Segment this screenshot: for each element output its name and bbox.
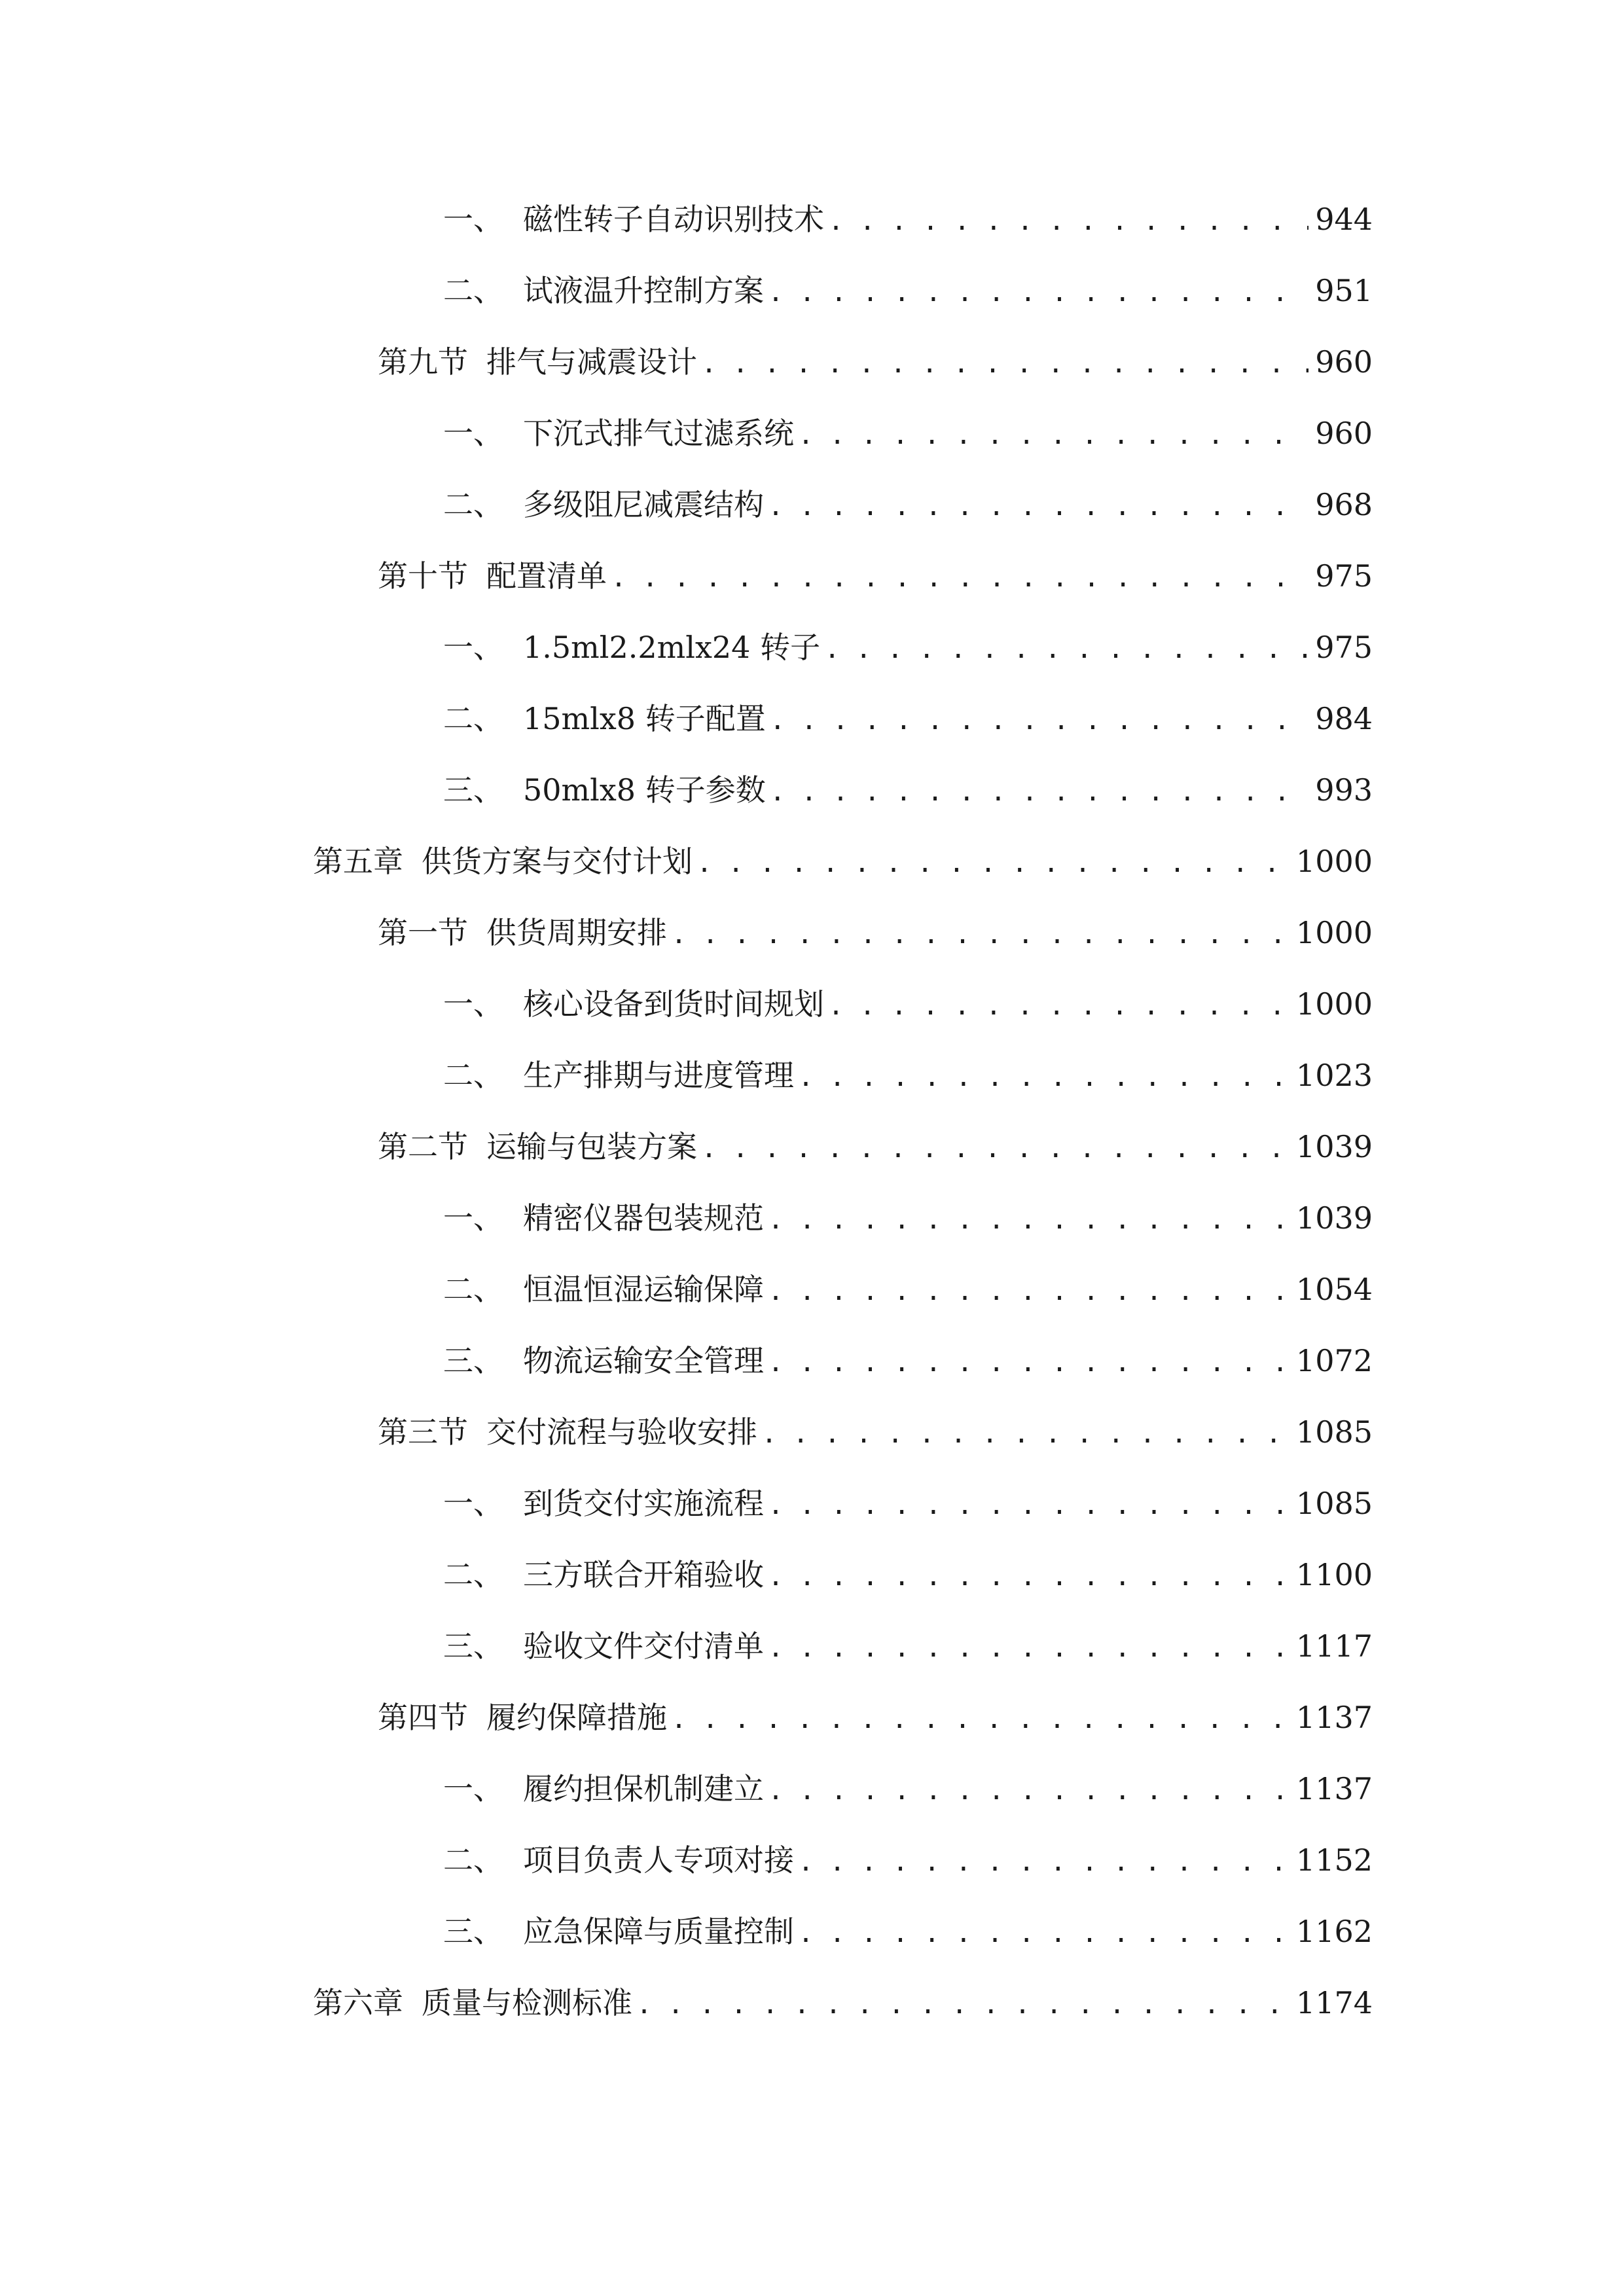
dot-leader xyxy=(798,1833,1290,1892)
toc-entry[interactable] xyxy=(443,475,1373,534)
toc-entry[interactable] xyxy=(443,190,1373,249)
toc-entry-prefix: 第六章 xyxy=(313,1985,403,2020)
toc-entry-page: 993 xyxy=(1315,772,1373,808)
dot-leader xyxy=(798,1048,1290,1107)
toc-entry-title: 验收文件交付清单 xyxy=(523,1628,764,1664)
toc-entry-title: 履约保障措施 xyxy=(486,1700,667,1735)
dot-leader xyxy=(611,548,1308,607)
toc-entry-title: 项目负责人专项对接 xyxy=(523,1842,794,1878)
toc-entry-title: 运输与包装方案 xyxy=(486,1129,697,1164)
toc-entry[interactable] xyxy=(443,1331,1373,1390)
toc-entry-title: 生产排期与进度管理 xyxy=(523,1058,794,1093)
toc-entry[interactable] xyxy=(378,1688,1373,1747)
dot-leader xyxy=(701,1119,1290,1178)
toc-entry-prefix: 一、 xyxy=(443,202,503,237)
toc-entry-page: 1100 xyxy=(1295,1557,1373,1592)
toc-entry-page: 960 xyxy=(1315,344,1373,380)
toc-entry-title: 供货周期安排 xyxy=(486,915,667,950)
dot-leader xyxy=(636,1975,1290,2034)
toc-entry-page: 1000 xyxy=(1295,986,1373,1022)
toc-entry-title: 50mlx8 转子参数 xyxy=(523,772,766,808)
toc-entry[interactable] xyxy=(443,404,1373,463)
toc-entry-prefix: 三、 xyxy=(443,1628,503,1664)
toc-entry-page: 1117 xyxy=(1295,1628,1373,1664)
toc-entry-prefix: 二、 xyxy=(443,1272,503,1307)
toc-entry-page: 1000 xyxy=(1295,844,1373,879)
toc-entry-title: 应急保障与质量控制 xyxy=(523,1914,794,1949)
toc-entry-prefix: 二、 xyxy=(443,487,503,522)
toc-entry-prefix: 三、 xyxy=(443,1914,503,1949)
dot-leader xyxy=(768,1476,1290,1535)
toc-entry-prefix: 第九节 xyxy=(378,344,468,380)
toc-entry-page: 944 xyxy=(1315,202,1373,237)
toc-entry-page: 1023 xyxy=(1295,1058,1373,1093)
toc-entry-page: 975 xyxy=(1315,558,1373,594)
toc-entry-title: 排气与减震设计 xyxy=(486,344,697,380)
toc-entry[interactable] xyxy=(443,1046,1373,1105)
toc-entry[interactable] xyxy=(313,832,1373,891)
toc-entry-prefix: 一、 xyxy=(443,1486,503,1521)
toc-entry-prefix: 第二节 xyxy=(378,1129,468,1164)
toc-entry-prefix: 一、 xyxy=(443,986,503,1022)
toc-entry-page: 1054 xyxy=(1295,1272,1373,1307)
toc-entry-prefix: 第十节 xyxy=(378,558,468,594)
toc-entry[interactable] xyxy=(443,689,1373,748)
toc-entry[interactable] xyxy=(378,332,1373,391)
toc-entry-prefix: 二、 xyxy=(443,273,503,308)
dot-leader xyxy=(696,834,1290,893)
toc-entry[interactable] xyxy=(443,1260,1373,1319)
toc-entry-title: 三方联合开箱验收 xyxy=(523,1557,764,1592)
toc-entry[interactable] xyxy=(378,547,1373,605)
toc-entry-prefix: 二、 xyxy=(443,1557,503,1592)
toc-entry-page: 951 xyxy=(1315,273,1373,308)
toc-entry[interactable] xyxy=(443,761,1373,819)
dot-leader xyxy=(768,477,1308,536)
toc-entry-prefix: 第四节 xyxy=(378,1700,468,1735)
toc-entry-title: 多级阻尼减震结构 xyxy=(523,487,764,522)
dot-leader xyxy=(824,620,1308,679)
toc-entry-page: 984 xyxy=(1315,701,1373,736)
dot-leader xyxy=(770,762,1308,821)
dot-leader xyxy=(768,1547,1290,1606)
toc-entry[interactable] xyxy=(443,1759,1373,1818)
toc-entry-prefix: 一、 xyxy=(443,1200,503,1236)
dot-leader xyxy=(798,1904,1290,1963)
toc-entry-prefix: 二、 xyxy=(443,701,503,736)
toc-entry[interactable] xyxy=(378,903,1373,962)
toc-entry-prefix: 二、 xyxy=(443,1842,503,1878)
dot-leader xyxy=(768,1262,1290,1321)
toc-entry[interactable] xyxy=(443,261,1373,320)
toc-entry[interactable] xyxy=(378,1117,1373,1176)
dot-leader xyxy=(768,1191,1290,1249)
toc-entry-page: 960 xyxy=(1315,416,1373,451)
toc-entry-page: 1000 xyxy=(1295,915,1373,950)
toc-entry-title: 供货方案与交付计划 xyxy=(422,844,693,879)
toc-entry-title: 恒温恒湿运输保障 xyxy=(523,1272,764,1307)
dot-leader xyxy=(768,1761,1290,1820)
toc-entry-title: 履约担保机制建立 xyxy=(523,1771,764,1806)
toc-entry-page: 975 xyxy=(1315,630,1373,665)
toc-entry-page: 1137 xyxy=(1295,1771,1373,1806)
toc-entry-prefix: 三、 xyxy=(443,772,503,808)
toc-entry-title: 质量与检测标准 xyxy=(422,1985,632,2020)
dot-leader xyxy=(798,406,1308,465)
toc-entry[interactable] xyxy=(443,1831,1373,1890)
dot-leader xyxy=(828,977,1290,1035)
toc-entry-prefix: 一、 xyxy=(443,1771,503,1806)
toc-entry-page: 1174 xyxy=(1295,1985,1373,2020)
toc-entry-prefix: 一、 xyxy=(443,416,503,451)
toc-entry-page: 968 xyxy=(1315,487,1373,522)
dot-leader xyxy=(761,1405,1290,1463)
toc-entry[interactable] xyxy=(443,1545,1373,1604)
toc-entry-title: 试液温升控制方案 xyxy=(523,273,764,308)
toc-entry[interactable] xyxy=(378,1403,1373,1462)
toc-entry-title: 磁性转子自动识别技术 xyxy=(523,202,824,237)
toc-entry-prefix: 三、 xyxy=(443,1343,503,1378)
dot-leader xyxy=(768,1333,1290,1392)
toc-entry-page: 1072 xyxy=(1295,1343,1373,1378)
toc-entry-prefix: 第五章 xyxy=(313,844,403,879)
toc-entry-title: 下沉式排气过滤系统 xyxy=(523,416,794,451)
toc-entry-page: 1152 xyxy=(1295,1842,1373,1878)
toc-entry[interactable] xyxy=(443,618,1373,677)
toc-entry-title: 交付流程与验收安排 xyxy=(486,1414,757,1450)
toc-entry[interactable] xyxy=(443,1617,1373,1676)
dot-leader xyxy=(828,192,1308,251)
toc-entry-prefix: 第一节 xyxy=(378,915,468,950)
toc-entry[interactable] xyxy=(443,1189,1373,1247)
toc-entry[interactable] xyxy=(313,1973,1373,2032)
dot-leader xyxy=(671,1690,1290,1749)
toc-entry-page: 1162 xyxy=(1295,1914,1373,1949)
toc-entry[interactable] xyxy=(443,975,1373,1033)
toc-entry-title: 1.5ml2.2mlx24 转子 xyxy=(523,630,821,665)
toc-entry[interactable] xyxy=(443,1902,1373,1961)
toc-entry-title: 15mlx8 转子配置 xyxy=(523,701,766,736)
toc-entry-page: 1039 xyxy=(1295,1200,1373,1236)
toc-entry-title: 物流运输安全管理 xyxy=(523,1343,764,1378)
toc-entry-prefix: 第三节 xyxy=(378,1414,468,1450)
toc-entry-page: 1085 xyxy=(1295,1414,1373,1450)
toc-entry-title: 精密仪器包装规范 xyxy=(523,1200,764,1236)
toc-entry-title: 配置清单 xyxy=(486,558,607,594)
toc-entry-page: 1085 xyxy=(1295,1486,1373,1521)
dot-leader xyxy=(768,263,1308,322)
dot-leader xyxy=(701,334,1308,393)
dot-leader xyxy=(671,905,1290,964)
dot-leader xyxy=(770,691,1308,750)
dot-leader xyxy=(768,1619,1290,1677)
toc-entry-title: 核心设备到货时间规划 xyxy=(523,986,824,1022)
toc-entry-page: 1039 xyxy=(1295,1129,1373,1164)
toc-entry-title: 到货交付实施流程 xyxy=(523,1486,764,1521)
toc-entry-page: 1137 xyxy=(1295,1700,1373,1735)
toc-entry[interactable] xyxy=(443,1474,1373,1533)
toc-entry-prefix: 一、 xyxy=(443,630,503,665)
toc-entry-prefix: 二、 xyxy=(443,1058,503,1093)
